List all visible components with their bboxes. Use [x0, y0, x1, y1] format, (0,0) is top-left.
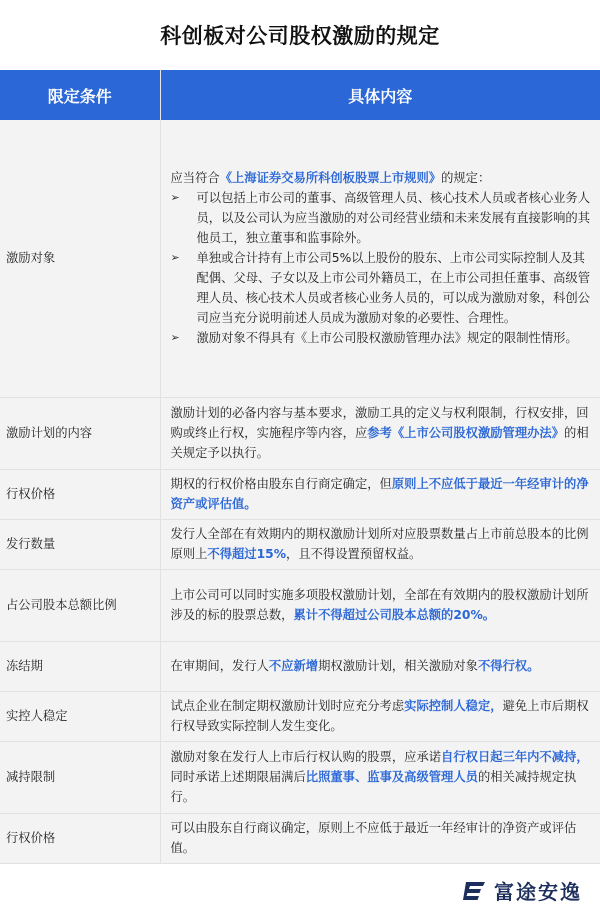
table-row: [0, 691, 600, 741]
content-intro: [171, 168, 593, 188]
arrow-bullet-icon: ➢: [170, 331, 180, 345]
text-segment: 的相关减持规定执行。: [170, 770, 577, 804]
highlight-text: 实际控制人稳定，: [404, 699, 503, 713]
content-cell: [160, 641, 600, 691]
table-row: [0, 469, 600, 519]
list-item: [171, 248, 593, 328]
table-row: [0, 741, 600, 813]
text-segment: 上市公司可以同时实施多项股权激励计划，全部在有效期内的股权激励计划所涉及的标的股票总数，: [170, 588, 589, 622]
content-cell: [160, 741, 600, 813]
condition-cell: 发行数量: [0, 519, 160, 569]
arrow-bullet-icon: ➢: [170, 191, 180, 205]
table-row: [0, 813, 600, 863]
content-cell: [160, 569, 600, 641]
bullet-text: 可以包括上市公司的董事、高级管理人员、核心技术人员或者核心业务人员，以及公司认为应当激励的对公司经营业绩和未来发展有直接影响的其他员工，独立董事和监事除外。: [196, 191, 591, 246]
condition-cell: 行权价格: [0, 813, 160, 863]
brand-name: 富途安逸: [494, 880, 582, 904]
highlight-text: 不得超过15%: [207, 547, 287, 561]
table-row: [0, 519, 600, 569]
text-segment: 发行人全部在有效期内的期权激励计划所对应股票数量占上市前总股本的比例原则上: [170, 527, 589, 561]
page-title: 科创板对公司股权激励的规定: [160, 24, 440, 48]
header-condition: 限定条件: [0, 70, 160, 120]
table-header-row: [0, 70, 600, 120]
table-row: [0, 641, 600, 691]
condition-cell: 占公司股本总额比例: [0, 569, 160, 641]
text-segment: 激励对象在发行人上市后行权认购的股票，应承诺: [170, 750, 442, 764]
highlight-text: 参考《上市公司股权激励管理办法》: [367, 426, 565, 440]
header-content: 具体内容: [160, 70, 600, 120]
condition-cell: 实控人稳定: [0, 691, 160, 741]
list-item: [171, 328, 593, 348]
highlight-text: 原则上不应低于最近一年经审计的净资产或评估值。: [170, 477, 589, 511]
highlight-text: 《上海证券交易所科创板股票上市规则》: [219, 171, 442, 186]
bullet-list: [171, 188, 593, 348]
arrow-bullet-icon: ➢: [170, 251, 180, 265]
text-segment: 期权激励计划，相关激励对象: [318, 659, 478, 673]
table-row: [0, 120, 600, 397]
text-segment: ，且不得设置预留权益。: [286, 547, 422, 561]
highlight-text: 累计不得超过公司股本总额的20%。: [293, 608, 496, 622]
text-segment: 试点企业在制定期权激励计划时应充分考虑: [170, 699, 405, 713]
highlight-text: 不应新增: [268, 659, 319, 673]
text-segment: 的规定：: [441, 171, 491, 186]
brand: [462, 876, 582, 905]
content-cell: [160, 519, 600, 569]
bullet-text: 激励对象不得具有《上市公司股权激励管理办法》规定的限制性情形。: [196, 331, 578, 346]
list-item: [171, 188, 593, 248]
text-segment: 可以由股东自行商议确定，原则上不应低于最近一年经审计的净资产或评估值。: [170, 821, 577, 855]
content-cell: [160, 397, 600, 469]
futu-logo-icon: [462, 880, 488, 902]
text-segment: 在审期间，发行人: [170, 659, 269, 673]
text-segment: 的相关规定予以执行。: [170, 426, 589, 460]
text-segment: 期权的行权价格由股东自行商定确定，但: [170, 477, 392, 491]
footer: [0, 868, 600, 913]
condition-cell: 冻结期: [0, 641, 160, 691]
highlight-text: 比照董事、监事及高级管理人员: [305, 770, 478, 784]
condition-cell: 行权价格: [0, 469, 160, 519]
highlight-text: 不得行权。: [477, 659, 540, 673]
bullet-text: 单独或合计持有上市公司5%以上股份的股东、上市公司实际控制人及其配偶、父母、子女以及上市公司外籍员工，在上市公司担任董事、高级管理人员、核心技术人员或者核心业务人员的，可以成为激励对象，科创公司应当充分说明前述人员成为激励对象的必要性、合理性。: [196, 251, 591, 326]
text-segment: 应当符合: [170, 171, 220, 186]
rules-table: [0, 70, 600, 864]
highlight-text: 自行权日起三年内不减持，: [441, 750, 589, 764]
text-segment: 避免上市后期权行权导致实际控制人发生变化。: [170, 699, 589, 733]
condition-cell: 激励计划的内容: [0, 397, 160, 469]
text-segment: 激励计划的必备内容与基本要求，激励工具的定义与权利限制，行权安排，回购或终止行权，实施程序等内容，应: [170, 406, 589, 440]
content-cell: [160, 813, 600, 863]
content-cell: [160, 120, 600, 397]
condition-cell: 激励对象: [0, 120, 160, 397]
table-row: [0, 397, 600, 469]
table-row: [0, 569, 600, 641]
content-cell: [160, 469, 600, 519]
condition-cell: 减持限制: [0, 741, 160, 813]
content-cell: [160, 691, 600, 741]
text-segment: 同时承诺上述期限届满后: [170, 770, 306, 784]
